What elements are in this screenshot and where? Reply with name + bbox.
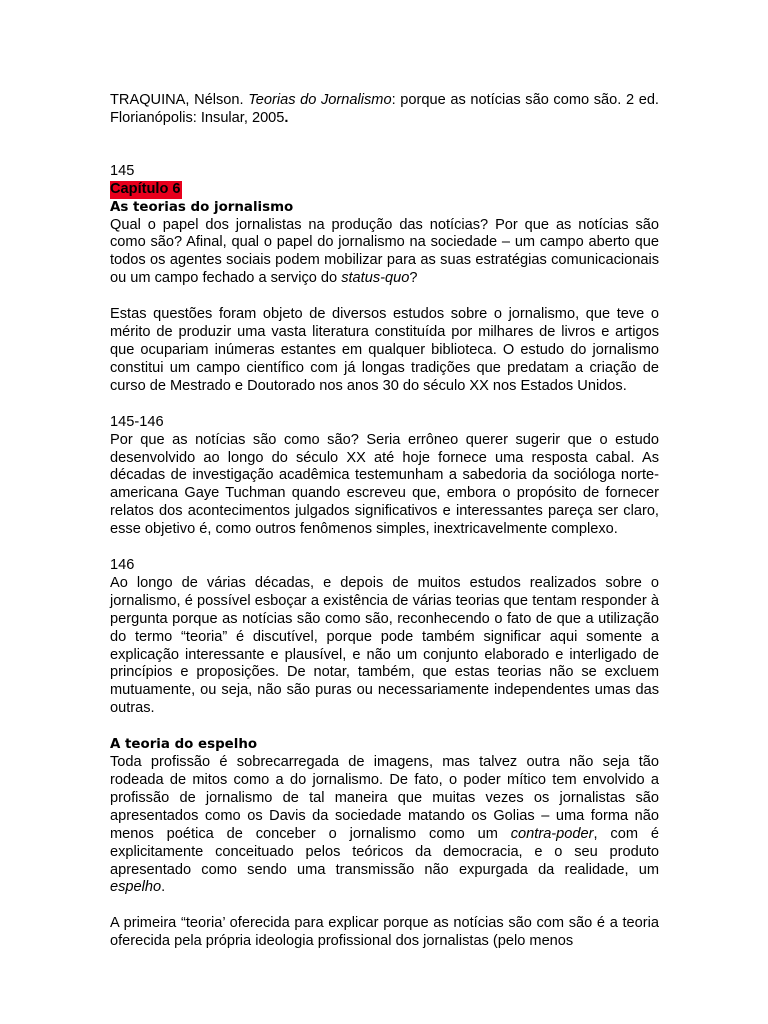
italic-term: espelho — [110, 879, 162, 896]
section-145 — [110, 163, 659, 396]
section-heading: A teoria do espelho — [110, 737, 258, 753]
bibliographic-reference — [110, 92, 659, 128]
document-page — [110, 92, 659, 951]
paragraph: Ao longo de várias décadas, e depois de muitos estudos realizados sobre o jornalismo, é possível esboçar a existência de várias teorias que tentam responder à pergunta porque as notícias são como são, reconhecendo o fato de que a utilização do termo “teoria” é discutível, porque pode também significar aqui somente a explicação interessante e plausível, e não um conjunto elaborado e interligado de princípios e proposições. De notar, também, que estas teorias não se excluem mutuamente, ou seja, não são puras ou necessariamente independentes umas das outras. — [110, 574, 659, 717]
section-145-146 — [110, 414, 659, 539]
paragraph: Estas questões foram objeto de diversos estudos sobre o jornalismo, que teve o mérito de produzir uma vasta literatura constituída por milhares de livros e artigos que ocupariam inúmeras estantes em qualquer biblioteca. O estudo do jornalismo constitui um campo científico com já longas tradições que predatam a criação de curso de Mestrado e Doutorado nos anos 30 do século XX nos Estados Unidos. — [110, 306, 659, 394]
reference-author: TRAQUINA, Nélson. — [110, 92, 249, 108]
italic-term: status-quo — [341, 270, 410, 287]
page-reference: 145 — [110, 162, 135, 179]
italic-term: contra-poder — [510, 825, 594, 842]
page-reference: 145-146 — [110, 413, 164, 430]
paragraph-text: Toda profissão é sobrecarregada de imagens, mas talvez outra não seja tão rodeada de mitos como a do jornalismo. De fato, o poder mítico tem envolvido a profissão de jornalismo de tal maneira que muitas vezes os jornalistas são apresentados como os Davis da sociedade matando os Golias – uma forma não menos poética de conceber o jornalismo como um — [110, 754, 659, 842]
chapter-title: As teorias do jornalismo — [110, 199, 294, 215]
paragraph — [110, 754, 659, 897]
section-mirror-theory — [110, 736, 659, 951]
reference-title: Teorias do Jornalismo — [248, 92, 392, 108]
paragraph — [110, 217, 659, 289]
paragraph: A primeira “teoria’ oferecida para explicar porque as notícias são com são é a teoria oferecida pela própria ideologia profissional dos jornalistas (pelo menos — [110, 915, 659, 950]
page-reference: 146 — [110, 557, 135, 574]
paragraph-text: Qual o papel dos jornalistas na produção das notícias? Por que as notícias são como são? Afinal, qual o papel do jornalismo na sociedade – um campo aberto que todos os agentes sociais podem mobilizar para as suas estratégias comunicacionais ou um campo fechado a serviço do — [110, 216, 659, 287]
chapter-label: Capítulo 6 — [110, 180, 181, 197]
paragraph-text: , com é explicitamente conceituado pelos teóricos da democracia, e o seu produto apresentado como sendo uma transmissão não expurgada da realidade, um — [110, 825, 659, 878]
paragraph-text: . — [161, 879, 166, 896]
reference-end: . — [284, 109, 289, 126]
reference-details: : porque as notícias são como são. 2 ed. Florianópolis: Insular, 2005 — [110, 92, 659, 126]
section-146 — [110, 557, 659, 718]
paragraph-text: ? — [409, 270, 418, 287]
paragraph: Por que as notícias são como são? Seria errôneo querer sugerir que o estudo desenvolvido ao longo do século XX até hoje fornece uma resposta cabal. As décadas de investigação acadêmica testemunham a sabedoria da socióloga norte-americana Gaye Tuchman quando escreveu que, embora o propósito de fornecer relatos dos acontecimentos julgados significativos e interessantes pareça ser claro, esse objetivo é, como outros fenômenos simples, inextricavelmente complexo. — [110, 431, 659, 538]
